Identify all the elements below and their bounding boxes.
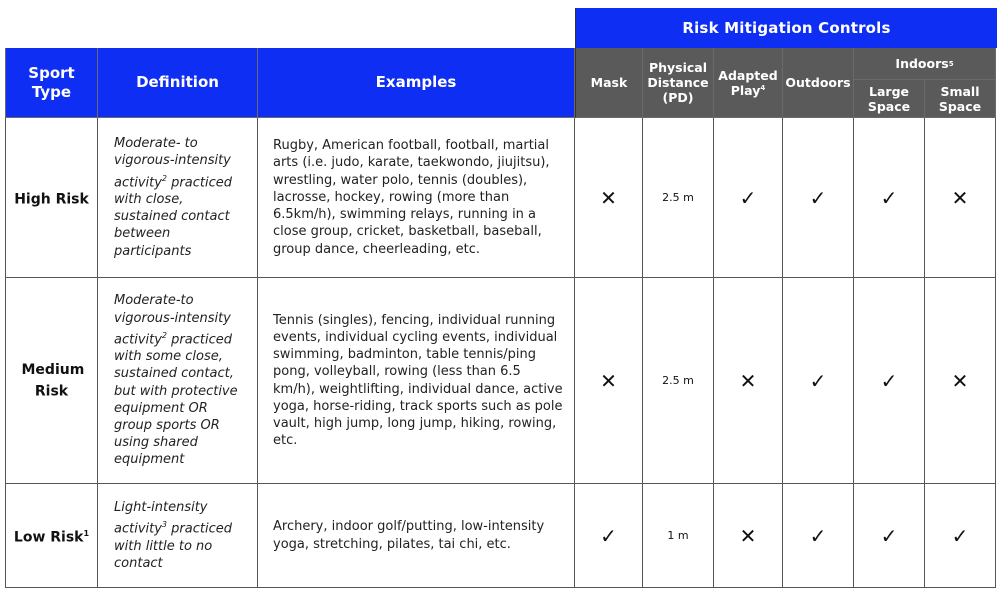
- row-low-risk-type: [5, 484, 98, 588]
- header-mask: Mask: [575, 48, 643, 118]
- header-large-space-label: Large Space: [867, 83, 911, 114]
- header-examples: Examples: [258, 48, 575, 118]
- risk-mitigation-banner: Risk Mitigation Controls: [575, 8, 997, 48]
- header-outdoors: Outdoors: [783, 48, 854, 118]
- examples-text: Rugby, American football, football, martial arts (i.e. judo, karate, taekwondo, jiujitsu), wrestling, water polo, tennis (doubles), lacrosse, hockey, rowing (more than 6.5km/h), swimming relays, running in a close group, cricket, basketball, baseball, group dance, cheerleading, etc.: [273, 138, 550, 257]
- check-icon: ✓: [739, 185, 757, 210]
- header-small-space-label: Small Space: [938, 83, 982, 114]
- examples-text: Tennis (singles), fencing, individual running events, individual cycling events, individual swimming, badminton, table tennis/ping pong, volleyball, rowing (less than 6.5 km/h), weightlifting, individual dance, active yoga, horse-riding, track sports such as pole vault, high jump, long jump, hiking, rowing, etc.: [273, 312, 563, 449]
- risk-level-label: Low Risk$^1$: [13, 528, 90, 546]
- row-low-risk-examples: [258, 484, 575, 588]
- header-adapted-play-wrap: [718, 68, 778, 98]
- check-icon: ✓: [880, 185, 898, 210]
- row-high-risk-distance: 2.5 m: [643, 118, 714, 278]
- check-icon: ✓: [880, 523, 898, 548]
- row-medium-risk-type: [5, 278, 98, 484]
- row-low-risk-adapted-play: [714, 484, 783, 588]
- header-definition: Definition: [98, 48, 258, 118]
- cross-icon: ✕: [951, 368, 969, 393]
- header-large-space: [854, 80, 925, 118]
- header-sport-type: [5, 48, 98, 118]
- row-low-risk-small-space: [925, 484, 996, 588]
- row-medium-risk-large-space: [854, 278, 925, 484]
- examples-text: Archery, indoor golf/putting, low-intensity yoga, stretching, pilates, tai chi, etc.: [273, 519, 545, 552]
- row-medium-risk-small-space: [925, 278, 996, 484]
- row-low-risk-mask: [575, 484, 643, 588]
- row-high-risk-outdoors: [783, 118, 854, 278]
- header-physical-distance-label: Physical Distance (PD): [647, 60, 709, 105]
- check-icon: ✓: [951, 523, 969, 548]
- row-low-risk-large-space: [854, 484, 925, 588]
- row-medium-risk-outdoors: [783, 278, 854, 484]
- header-adapted-play-label: Adapted Play: [718, 67, 778, 98]
- header-adapted-play-footnote: 4: [760, 83, 766, 92]
- row-medium-risk-mask: [575, 278, 643, 484]
- risk-level-label: Medium Risk: [21, 361, 85, 400]
- row-high-risk-small-space: [925, 118, 996, 278]
- header-sport-type-label: Sport Type: [28, 63, 75, 101]
- row-medium-risk-distance: 2.5 m: [643, 278, 714, 484]
- definition-text: Moderate- to vigorous-intensity activity$^2$ practiced with close, sustained contact between participants: [114, 136, 232, 259]
- row-high-risk-adapted-play: [714, 118, 783, 278]
- row-low-risk-outdoors: [783, 484, 854, 588]
- cross-icon: ✕: [739, 368, 757, 393]
- check-icon: ✓: [809, 368, 827, 393]
- header-indoors-label: Indoors: [895, 56, 949, 71]
- row-high-risk-type: [5, 118, 98, 278]
- check-icon: ✓: [600, 523, 617, 548]
- row-high-risk-mask: [575, 118, 643, 278]
- row-medium-risk-examples: [258, 278, 575, 484]
- cross-icon: ✕: [600, 368, 617, 393]
- row-high-risk-definition: [98, 118, 258, 278]
- definition-text: Moderate-to vigorous-intensity activity$^2$ practiced with some close, sustained contact, but with protective equipment OR group sports OR using shared equipment: [114, 293, 238, 468]
- check-icon: ✓: [809, 185, 827, 210]
- row-medium-risk-adapted-play: [714, 278, 783, 484]
- header-adapted-play: [714, 48, 783, 118]
- header-indoors: Indoors 5: [854, 48, 996, 80]
- cross-icon: ✕: [951, 185, 969, 210]
- cross-icon: ✕: [600, 185, 617, 210]
- row-low-risk-definition: [98, 484, 258, 588]
- row-high-risk-examples: [258, 118, 575, 278]
- header-small-space: [925, 80, 996, 118]
- check-icon: ✓: [880, 368, 898, 393]
- row-medium-risk-definition: [98, 278, 258, 484]
- cross-icon: ✕: [739, 523, 757, 548]
- check-icon: ✓: [809, 523, 827, 548]
- definition-text: Light-intensity activity$^3$ practiced with little to no contact: [114, 499, 232, 571]
- row-high-risk-large-space: [854, 118, 925, 278]
- risk-level-label: High Risk: [14, 191, 89, 208]
- header-physical-distance: [643, 48, 714, 118]
- row-low-risk-distance: 1 m: [643, 484, 714, 588]
